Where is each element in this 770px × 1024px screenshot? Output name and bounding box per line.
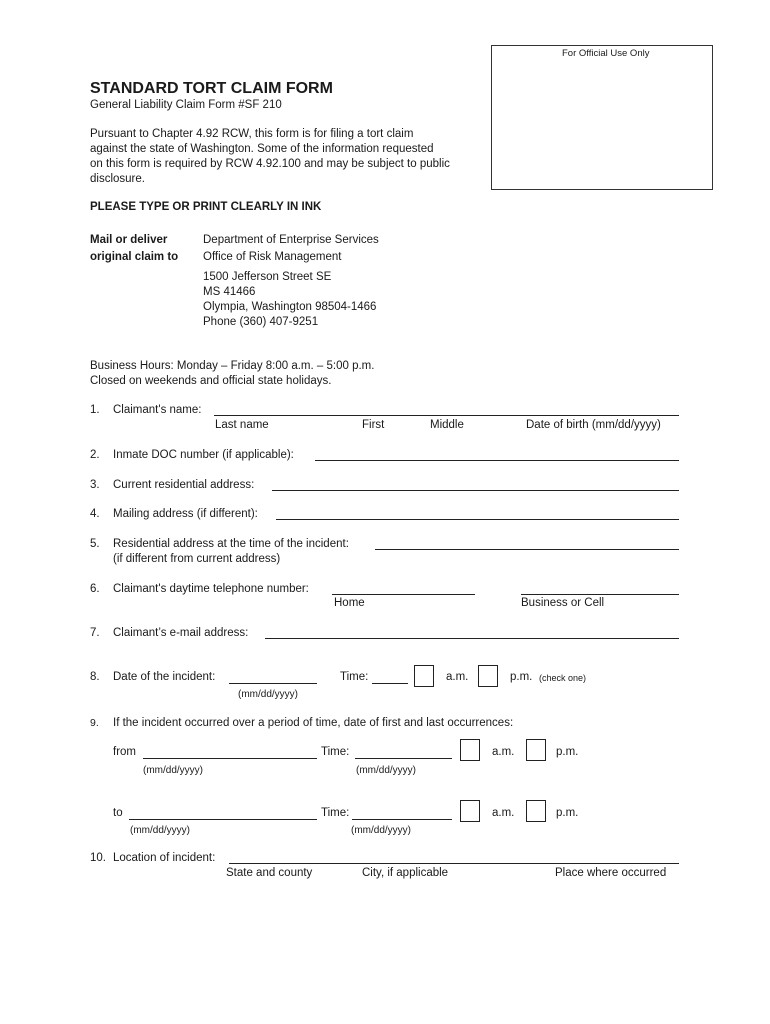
q9-label: If the incident occurred over a period of time, date of first and last occurrences:	[113, 717, 514, 729]
email-field[interactable]	[265, 638, 679, 639]
q3-number: 3.	[90, 479, 100, 491]
from-time-format: (mm/dd/yyyy)	[356, 765, 416, 776]
mailing-address-field[interactable]	[276, 519, 679, 520]
instruction: PLEASE TYPE OR PRINT CLEARLY IN INK	[90, 201, 322, 213]
to-am-checkbox[interactable]	[460, 800, 480, 822]
to-date-field[interactable]	[129, 819, 317, 820]
address-line-5: Olympia, Washington 98504-1466	[203, 301, 377, 313]
q2-number: 2.	[90, 449, 100, 461]
from-pm-label: p.m.	[556, 746, 579, 758]
address-line-4: MS 41466	[203, 286, 256, 298]
incident-address-field[interactable]	[375, 549, 679, 550]
q1-sub-first: First	[362, 419, 385, 431]
q8-time-label: Time:	[340, 671, 369, 683]
from-am-label: a.m.	[492, 746, 515, 758]
to-time-field[interactable]	[352, 819, 452, 820]
address-line-6: Phone (360) 407-9251	[203, 316, 319, 328]
to-time-label: Time:	[321, 807, 350, 819]
doc-number-field[interactable]	[315, 460, 679, 461]
q1-label: Claimant's name:	[113, 404, 202, 416]
intro-line-2: against the state of Washington. Some of the information requested	[90, 143, 434, 155]
q6-number: 6.	[90, 583, 100, 595]
incident-location-field[interactable]	[229, 863, 679, 864]
intro-line-3: on this form is required by RCW 4.92.100 and may be subject to public	[90, 158, 450, 170]
q2-label: Inmate DOC number (if applicable):	[113, 449, 294, 461]
q8-number: 8.	[90, 671, 100, 683]
q9-number: 9.	[90, 717, 99, 729]
to-pm-checkbox[interactable]	[526, 800, 546, 822]
q10-label: Location of incident:	[113, 852, 216, 864]
mail-label-1: Mail or deliver	[90, 234, 168, 246]
q9-from-label: from	[113, 746, 136, 758]
q1-sub-middle: Middle	[430, 419, 464, 431]
to-time-format: (mm/dd/yyyy)	[351, 825, 411, 836]
q4-label: Mailing address (if different):	[113, 508, 258, 520]
q8-date-format: (mm/dd/yyyy)	[238, 689, 298, 700]
q6-sub-home: Home	[334, 597, 365, 609]
business-phone-field[interactable]	[521, 594, 679, 595]
from-pm-checkbox[interactable]	[526, 739, 546, 761]
official-use-label: For Official Use Only	[562, 48, 650, 59]
address-line-1: Department of Enterprise Services	[203, 234, 379, 246]
q7-label: Claimant’s e-mail address:	[113, 627, 249, 639]
q8-pm-label: p.m.	[510, 671, 533, 683]
intro-line-1: Pursuant to Chapter 4.92 RCW, this form is for filing a tort claim	[90, 128, 414, 140]
from-date-format: (mm/dd/yyyy)	[143, 765, 203, 776]
q10-sub-state: State and county	[226, 867, 313, 879]
incident-pm-checkbox[interactable]	[478, 665, 498, 687]
q1-sub-last: Last name	[215, 419, 269, 431]
q7-number: 7.	[90, 627, 100, 639]
incident-am-checkbox[interactable]	[414, 665, 434, 687]
business-hours: Business Hours: Monday – Friday 8:00 a.m. – 5:00 p.m.	[90, 360, 375, 372]
form-subtitle: General Liability Claim Form #SF 210	[90, 99, 282, 111]
incident-time-field[interactable]	[372, 683, 408, 684]
q5-number: 5.	[90, 538, 100, 550]
form-title: STANDARD TORT CLAIM FORM	[90, 80, 333, 97]
to-date-format: (mm/dd/yyyy)	[130, 825, 190, 836]
q10-number: 10.	[90, 852, 106, 864]
q8-am-label: a.m.	[446, 671, 469, 683]
q6-label: Claimant's daytime telephone number:	[113, 583, 309, 595]
q10-sub-city: City, if applicable	[362, 867, 449, 879]
official-use-box	[491, 45, 713, 190]
incident-date-field[interactable]	[229, 683, 317, 684]
from-time-field[interactable]	[355, 758, 452, 759]
intro-line-4: disclosure.	[90, 173, 145, 185]
q3-label: Current residential address:	[113, 479, 255, 491]
q10-sub-place: Place where occurred	[555, 867, 667, 879]
q8-label: Date of the incident:	[113, 671, 216, 683]
mail-label-2: original claim to	[90, 251, 179, 263]
address-line-2: Office of Risk Management	[203, 251, 342, 263]
address-line-3: 1500 Jefferson Street SE	[203, 271, 332, 283]
residential-address-field[interactable]	[272, 490, 679, 491]
from-time-label: Time:	[321, 746, 350, 758]
q5-label: Residential address at the time of the incident:	[113, 538, 349, 550]
to-am-label: a.m.	[492, 807, 515, 819]
to-pm-label: p.m.	[556, 807, 579, 819]
q8-check-one: (check one)	[539, 673, 587, 683]
q9-to-label: to	[113, 807, 123, 819]
claimant-name-field[interactable]	[214, 415, 679, 416]
home-phone-field[interactable]	[332, 594, 475, 595]
from-am-checkbox[interactable]	[460, 739, 480, 761]
from-date-field[interactable]	[143, 758, 317, 759]
q1-sub-dob: Date of birth (mm/dd/yyyy)	[526, 419, 661, 431]
q1-number: 1.	[90, 404, 100, 416]
closed-note: Closed on weekends and official state holidays.	[90, 375, 332, 387]
q6-sub-business: Business or Cell	[521, 597, 605, 609]
q4-number: 4.	[90, 508, 100, 520]
q5-note: (if different from current address)	[113, 553, 281, 565]
